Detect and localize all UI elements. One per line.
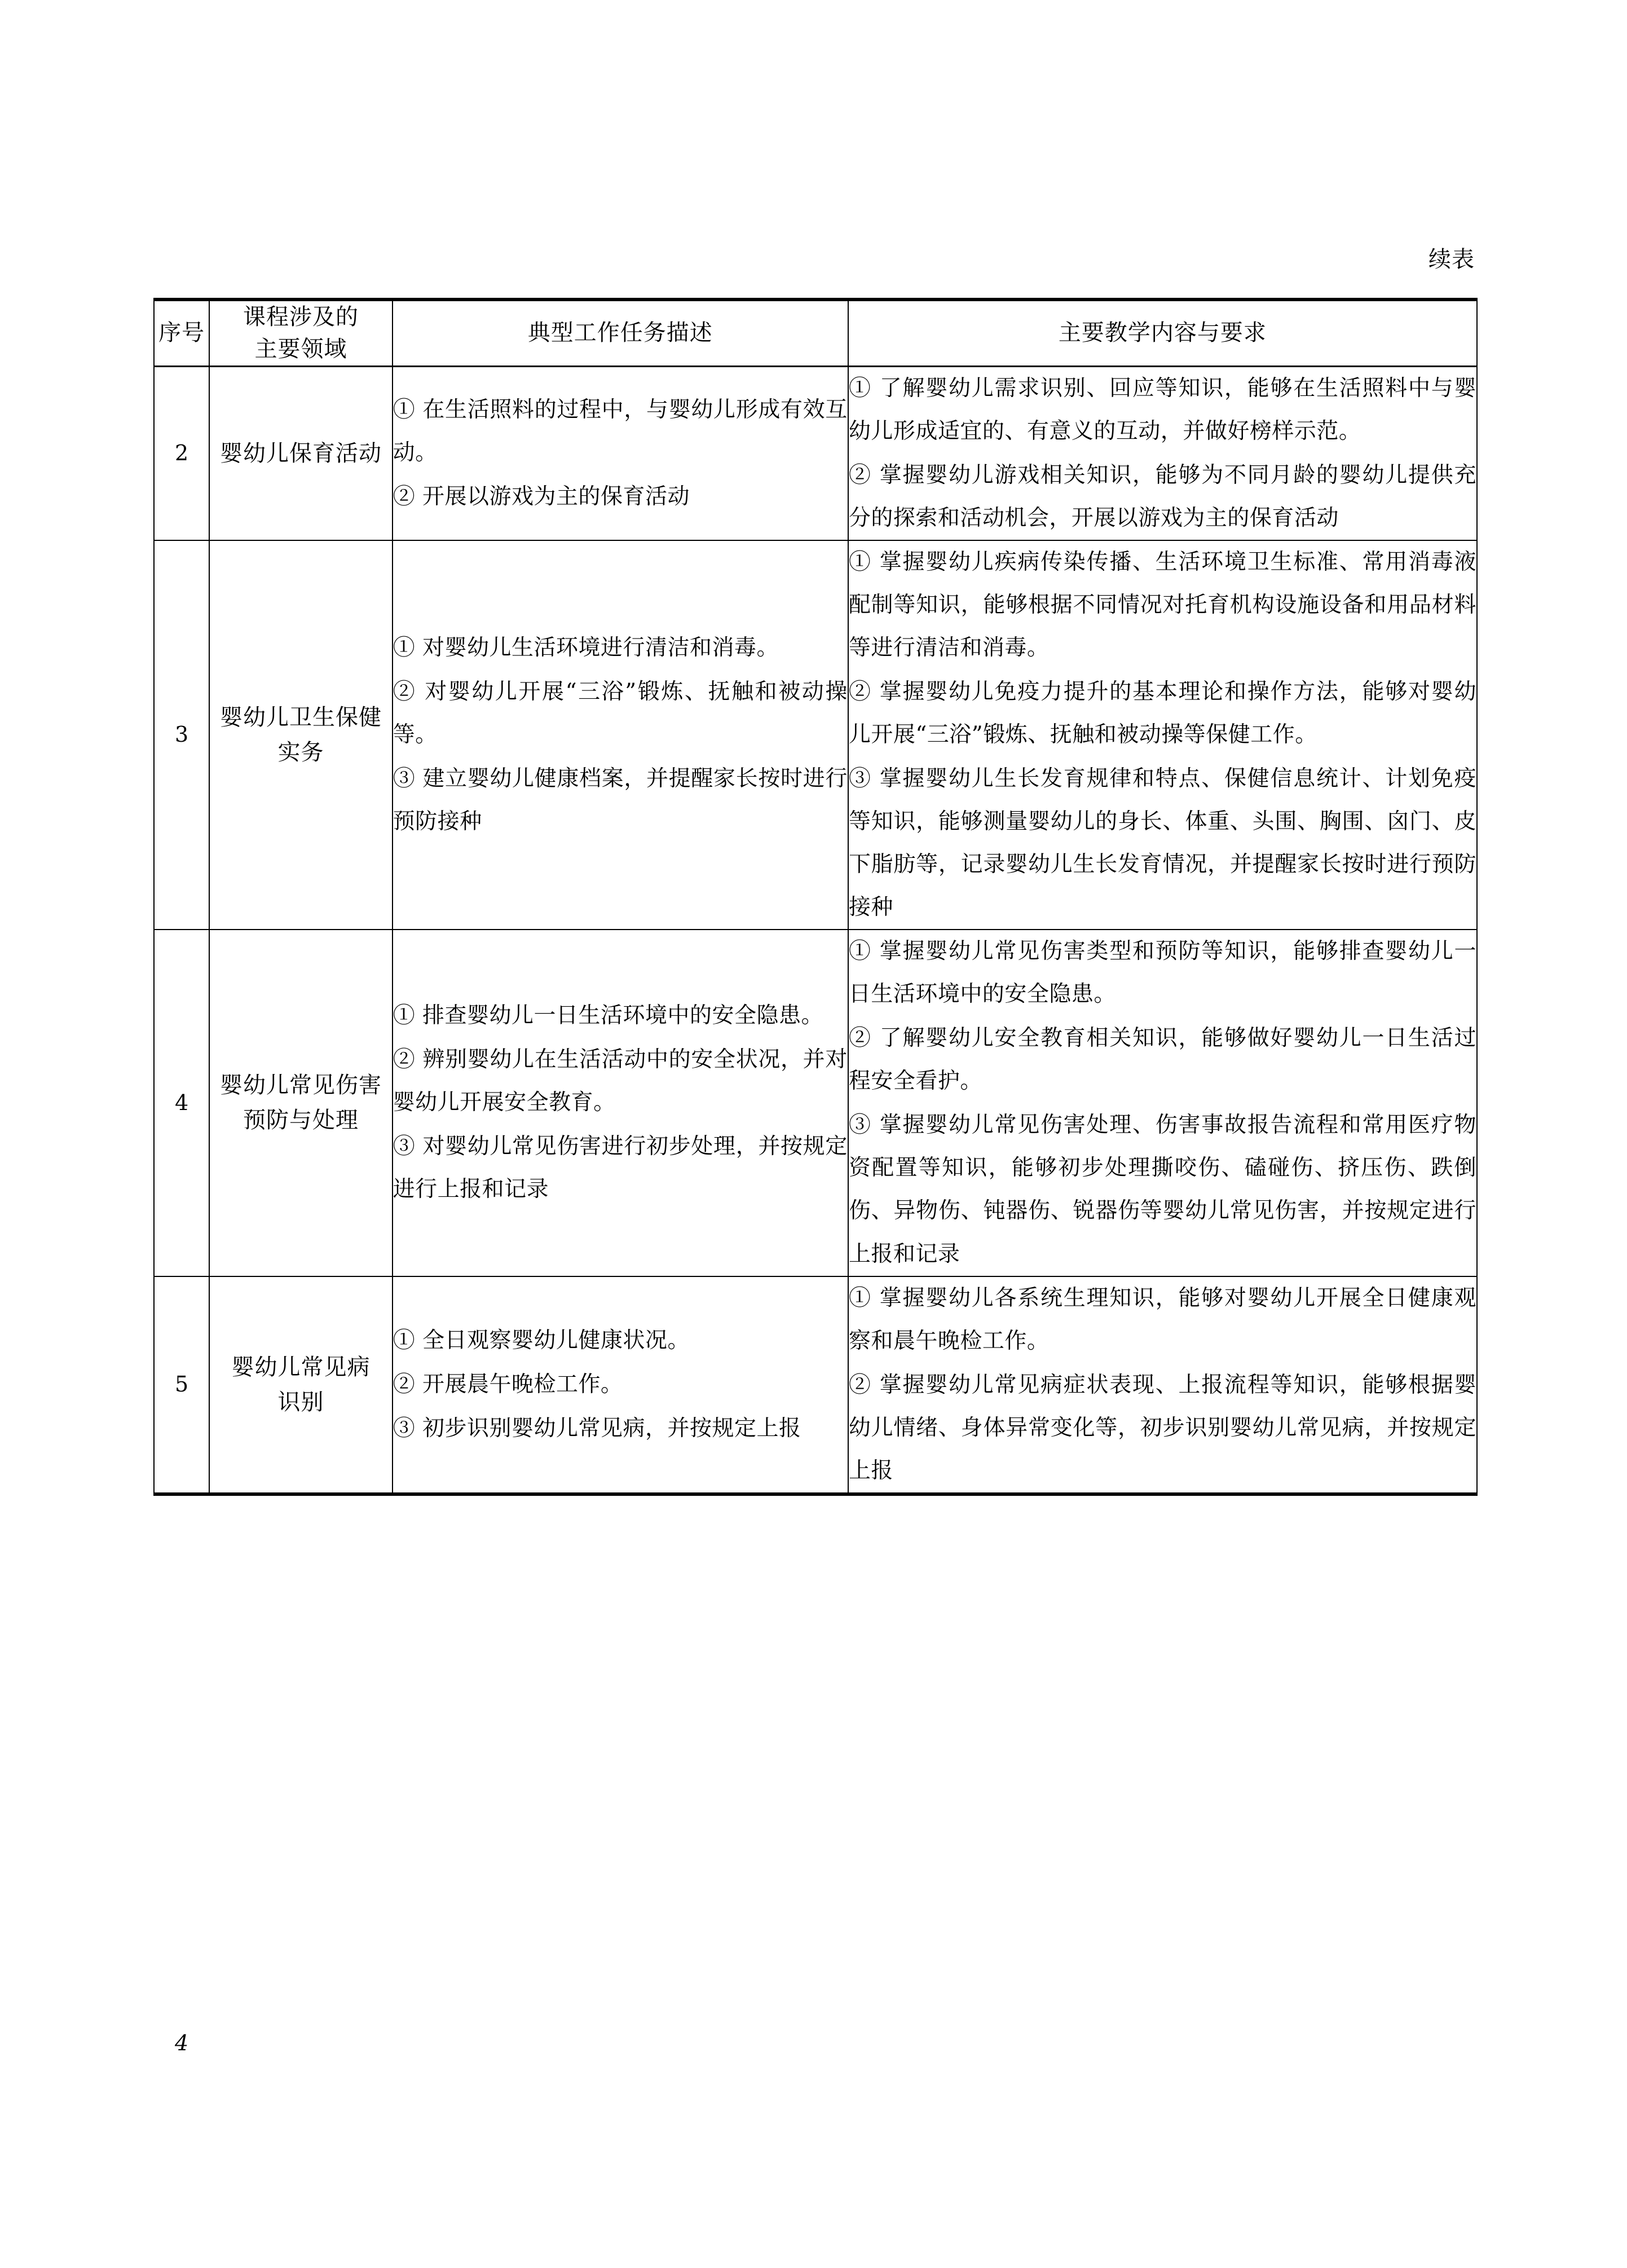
row-area-line1: 婴幼儿常见伤害: [219, 1072, 382, 1099]
row-area: [209, 366, 392, 540]
content-item: ② 掌握婴幼儿免疫力提升的基本理论和操作方法，能够对婴幼儿开展“三浴”锻炼、抚触和被动操等保健工作。: [848, 679, 1476, 747]
header-index-label: 序号: [158, 320, 205, 346]
table-row: [154, 1276, 1477, 1494]
row-area-line2: 实务: [277, 739, 324, 765]
header-area: [209, 300, 392, 366]
row-area-line1: 婴幼儿常见病: [231, 1354, 371, 1380]
header-area-line2: 主要领域: [254, 336, 347, 362]
row-area: [209, 1276, 392, 1494]
row-index: 4: [154, 930, 209, 1276]
task-item: ③ 初步识别婴幼儿常见病，并按规定上报: [393, 1415, 801, 1441]
header-tasks: [393, 300, 848, 366]
header-contents: [848, 300, 1477, 366]
task-item: ① 对婴幼儿生活环境进行清洁和消毒。: [393, 635, 779, 660]
row-area: [209, 930, 392, 1276]
task-item: ① 全日观察婴幼儿健康状况。: [393, 1327, 690, 1353]
continued-table-label: 续表: [1428, 246, 1475, 272]
page-number: 4: [175, 2031, 189, 2055]
content-item: ③ 掌握婴幼儿常见伤害处理、伤害事故报告流程和常用医疗物资配置等知识，能够初步处理撕咬伤、磕碰伤、挤压伤、跌倒伤、异物伤、钝器伤、锐器伤等婴幼儿常见伤害，并按规定进行上报和记录: [848, 1112, 1476, 1267]
row-index: 2: [154, 366, 209, 540]
table-row: [154, 540, 1477, 930]
header-area-line1: 课程涉及的: [242, 304, 359, 330]
table-header-row: [154, 300, 1477, 366]
row-tasks: [393, 540, 848, 930]
content-item: ① 掌握婴幼儿常见伤害类型和预防等知识，能够排查婴幼儿一日生活环境中的安全隐患。: [848, 939, 1476, 1007]
table-row: [154, 930, 1477, 1276]
task-item: ③ 对婴幼儿常见伤害进行初步处理，并按规定进行上报和记录: [393, 1134, 848, 1203]
content-item: ② 掌握婴幼儿游戏相关知识，能够为不同月龄的婴幼儿提供充分的探索和活动机会，开展以游戏为主的保育活动: [848, 462, 1476, 531]
curriculum-table: [153, 298, 1478, 1496]
task-item: ② 开展以游戏为主的保育活动: [393, 483, 690, 509]
task-item: ② 辨别婴幼儿在生活活动中的安全状况，并对婴幼儿开展安全教育。: [393, 1047, 848, 1116]
content-item: ② 掌握婴幼儿常见病症状表现、上报流程等知识，能够根据婴幼儿情绪、身体异常变化等，初步识别婴幼儿常见病，并按规定上报: [848, 1372, 1476, 1483]
row-area-line2: 预防与处理: [242, 1107, 359, 1134]
row-tasks: [393, 930, 848, 1276]
row-index: 5: [154, 1276, 209, 1494]
row-area-line2: 识别: [277, 1389, 324, 1415]
row-contents: [848, 1276, 1477, 1494]
task-item: ① 在生活照料的过程中，与婴幼儿形成有效互动。: [393, 397, 848, 465]
row-tasks: [393, 1276, 848, 1494]
content-item: ① 了解婴幼儿需求识别、回应等知识，能够在生活照料中与婴幼儿形成适宜的、有意义的互动，并做好榜样示范。: [848, 375, 1476, 444]
row-index: 3: [154, 540, 209, 930]
row-contents: [848, 540, 1477, 930]
table-row: [154, 366, 1477, 540]
content-item: ② 了解婴幼儿安全教育相关知识，能够做好婴幼儿一日生活过程安全看护。: [848, 1025, 1476, 1094]
task-item: ② 对婴幼儿开展“三浴”锻炼、抚触和被动操等。: [393, 679, 848, 747]
content-item: ③ 掌握婴幼儿生长发育规律和特点、保健信息统计、计划免疫等知识，能够测量婴幼儿的身长、体重、头围、胸围、囟门、皮下脂肪等，记录婴幼儿生长发育情况，并提醒家长按时进行预防接种: [848, 766, 1476, 921]
header-tasks-label: 典型工作任务描述: [527, 320, 713, 346]
content-item: ① 掌握婴幼儿各系统生理知识，能够对婴幼儿开展全日健康观察和晨午晚检工作。: [848, 1285, 1476, 1354]
row-area: [209, 540, 392, 930]
row-tasks: [393, 366, 848, 540]
content-item: ① 掌握婴幼儿疾病传染传播、生活环境卫生标准、常用消毒液配制等知识，能够根据不同情况对托育机构设施设备和用品材料等进行清洁和消毒。: [848, 549, 1476, 660]
row-contents: [848, 366, 1477, 540]
task-item: ① 排查婴幼儿一日生活环境中的安全隐患。: [393, 1003, 824, 1029]
header-index: [154, 300, 209, 366]
row-area-line1: 婴幼儿保育活动: [219, 440, 382, 466]
task-item: ③ 建立婴幼儿健康档案，并提醒家长按时进行预防接种: [393, 766, 848, 835]
header-contents-label: 主要教学内容与要求: [1058, 320, 1267, 346]
task-item: ② 开展晨午晚检工作。: [393, 1371, 623, 1397]
row-area-line1: 婴幼儿卫生保健: [219, 704, 382, 730]
row-contents: [848, 930, 1477, 1276]
